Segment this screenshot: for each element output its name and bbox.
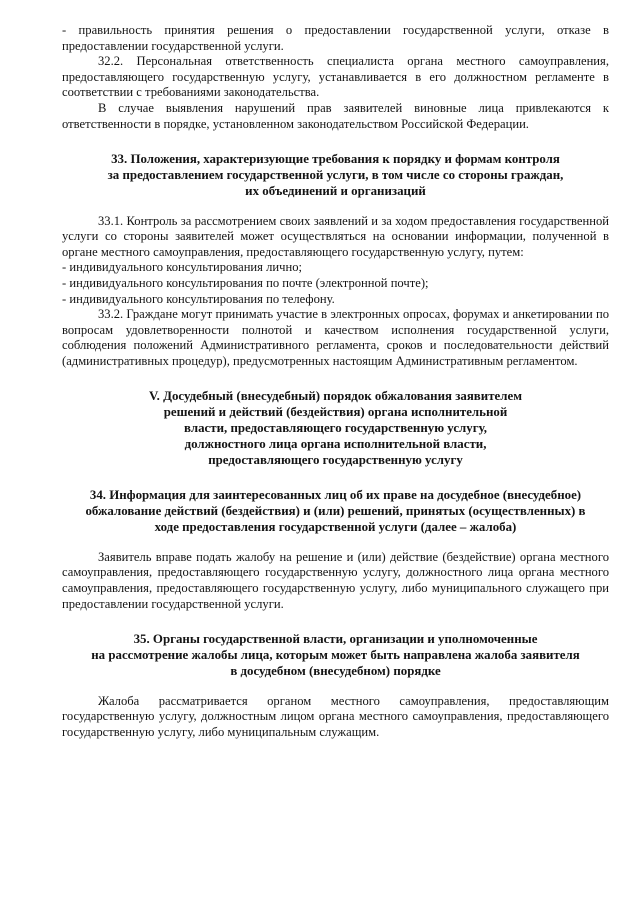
paragraph-34-text: Заявитель вправе подать жалобу на решение и (или) действие (бездействие) органа местного самоуправления, предоставляющего государственную услугу, должностного лица органа местного самоуправления, предоставляющего государственную услугу, либо муниципального служащего при предоставлении государственной услуги. — [62, 549, 609, 611]
paragraph-decision-correctness: - правильность принятия решения о предоставлении государственной услуги, отказе в предоставлении государственной услуги. — [62, 23, 609, 53]
list-item: - индивидуального консультирования по почте (электронной почте); — [62, 275, 429, 290]
section-34-heading — [62, 488, 609, 535]
paragraph-35-text: Жалоба рассматривается органом местного самоуправления, предоставляющим государственную услугу, должностным лицом органа местного самоуправления, предоставляющего государственную услугу, либо муниципальным служащим. — [62, 693, 609, 739]
heading-line: власти, предоставляющего государственную услугу, — [184, 421, 487, 436]
heading-line: в досудебном (внесудебном) порядке — [230, 663, 441, 678]
section-33-heading — [62, 152, 609, 199]
paragraph-violations: В случае выявления нарушений прав заявителей виновные лица привлекаются к ответственности в порядке, установленном законодательством Российской Федерации. — [62, 100, 609, 131]
heading-line: за предоставлением государственной услуги, в том числе со стороны граждан, — [107, 167, 564, 182]
section-35-heading — [62, 632, 609, 679]
list-item: - индивидуального консультирования по телефону. — [62, 291, 335, 306]
heading-line: V. Досудебный (внесудебный) порядок обжалования заявителем — [149, 389, 522, 404]
heading-line: 33. Положения, характеризующие требования к порядку и формам контроля — [111, 152, 560, 167]
paragraph-33-1: 33.1. Контроль за рассмотрением своих заявлений и за ходом предоставления государственной услуги со стороны заявителей может осуществляться на основании информации, полученной в органе местного самоуправления, предоставляющего государственную услугу, путем: — [62, 213, 609, 259]
heading-line: решений и действий (бездействия) органа исполнительной — [163, 405, 508, 420]
heading-line: ходе предоставления государственной услуги (далее – жалоба) — [154, 520, 517, 535]
heading-line: на рассмотрение жалобы лица, которым может быть направлена жалоба заявителя — [91, 648, 580, 663]
heading-line: обжалование действий (бездействия) и (или) решений, принятых (осуществленных) в — [85, 504, 586, 519]
list-item: - индивидуального консультирования лично; — [62, 260, 303, 275]
heading-line: должностного лица органа исполнительной власти, — [184, 436, 487, 451]
heading-line: 34. Информация для заинтересованных лиц об их праве на досудебное (внесудебное) — [89, 488, 582, 503]
heading-line: предоставляющего государственную услугу — [208, 452, 463, 467]
heading-line: их объединений и организаций — [245, 183, 426, 198]
paragraph-32-2: 32.2. Персональная ответственность специалиста органа местного самоуправления, предоставляющего государственную услугу, устанавливается в его должностном регламенте в соответствии с требованиями законодательства. — [62, 54, 609, 100]
heading-line: 35. Органы государственной власти, организации и уполномоченные — [133, 632, 538, 647]
paragraph-33-2: 33.2. Граждане могут принимать участие в электронных опросах, форумах и анкетировании по вопросам удовлетворенности полнотой и качеством исполнения государственной услуги, соблюдения положений Административного регламента, сроков и последовательности действий (административных процедур), предусмотренных настоящим Административным регламентом. — [62, 307, 609, 368]
section-v-heading — [62, 389, 609, 468]
